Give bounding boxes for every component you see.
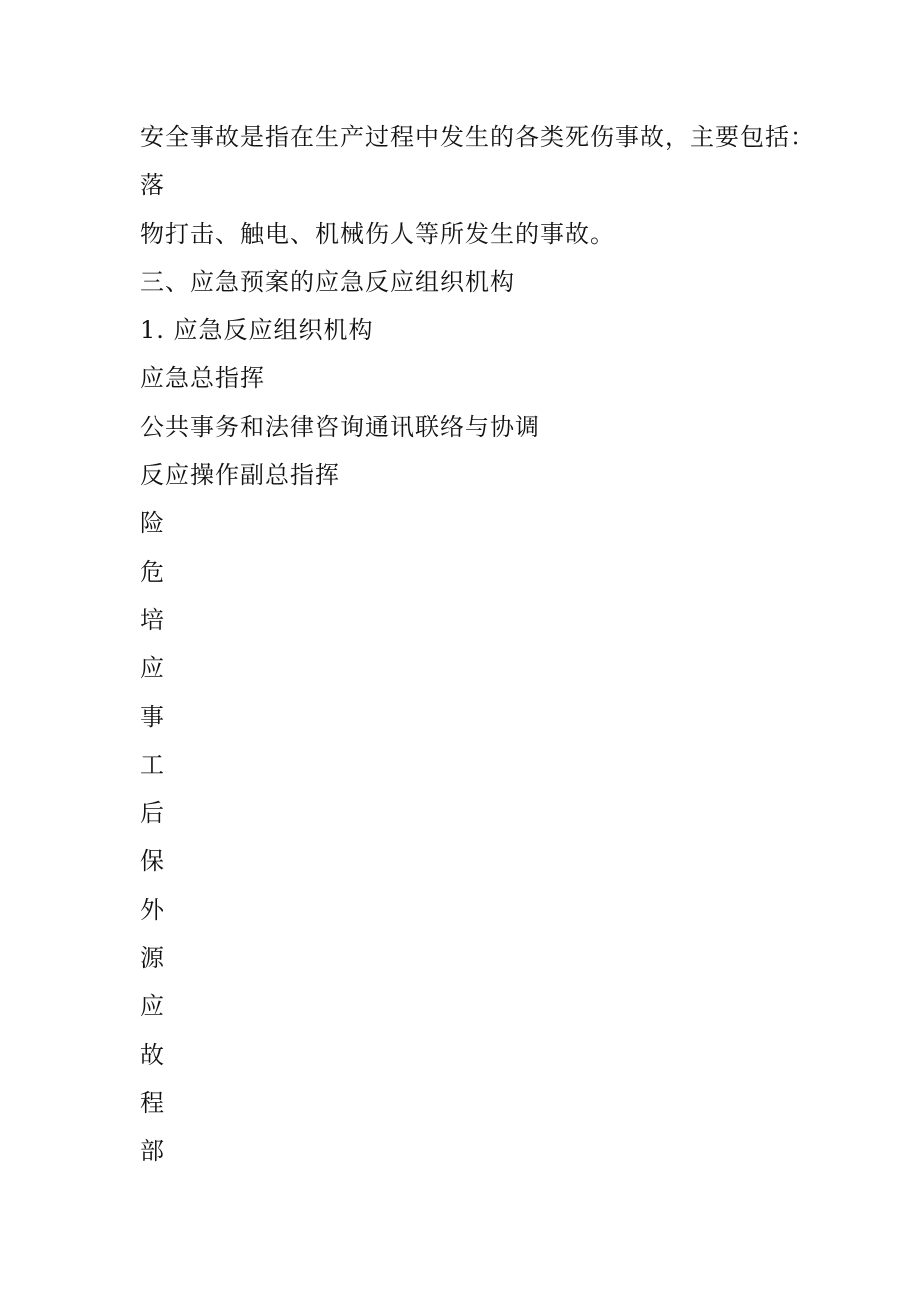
subsection-heading: 1. 应急反应组织机构 bbox=[140, 316, 374, 345]
org-chart-char: 应 bbox=[140, 992, 165, 1021]
org-chart-char: 应 bbox=[140, 654, 165, 683]
org-chart-char: 源 bbox=[140, 944, 165, 973]
org-chart-label: 公共事务和法律咨询通讯联络与协调 bbox=[140, 412, 540, 441]
org-chart-label: 反应操作副总指挥 bbox=[140, 461, 340, 490]
org-chart-char: 后 bbox=[140, 799, 165, 828]
org-chart-label: 应急总指挥 bbox=[140, 364, 265, 393]
paragraph-line: 安全事故是指在生产过程中发生的各类死伤事故，主要包括： bbox=[140, 123, 815, 151]
org-chart-char: 事 bbox=[140, 702, 165, 731]
org-chart-char: 工 bbox=[140, 750, 165, 779]
org-chart-char: 危 bbox=[140, 557, 165, 586]
paragraph-line: 落 bbox=[140, 171, 165, 200]
org-chart-char: 部 bbox=[140, 1137, 165, 1166]
org-chart-char: 保 bbox=[140, 847, 165, 876]
org-chart-char: 外 bbox=[140, 895, 165, 924]
section-heading: 三、应急预案的应急反应组织机构 bbox=[140, 267, 515, 296]
org-chart-char: 程 bbox=[140, 1088, 165, 1117]
org-chart-char: 故 bbox=[140, 1040, 165, 1069]
document-body bbox=[140, 113, 815, 1176]
org-chart-char: 培 bbox=[140, 605, 165, 634]
paragraph-line: 物打击、触电、机械伤人等所发生的事故。 bbox=[140, 219, 615, 248]
org-chart-char: 险 bbox=[140, 509, 165, 538]
